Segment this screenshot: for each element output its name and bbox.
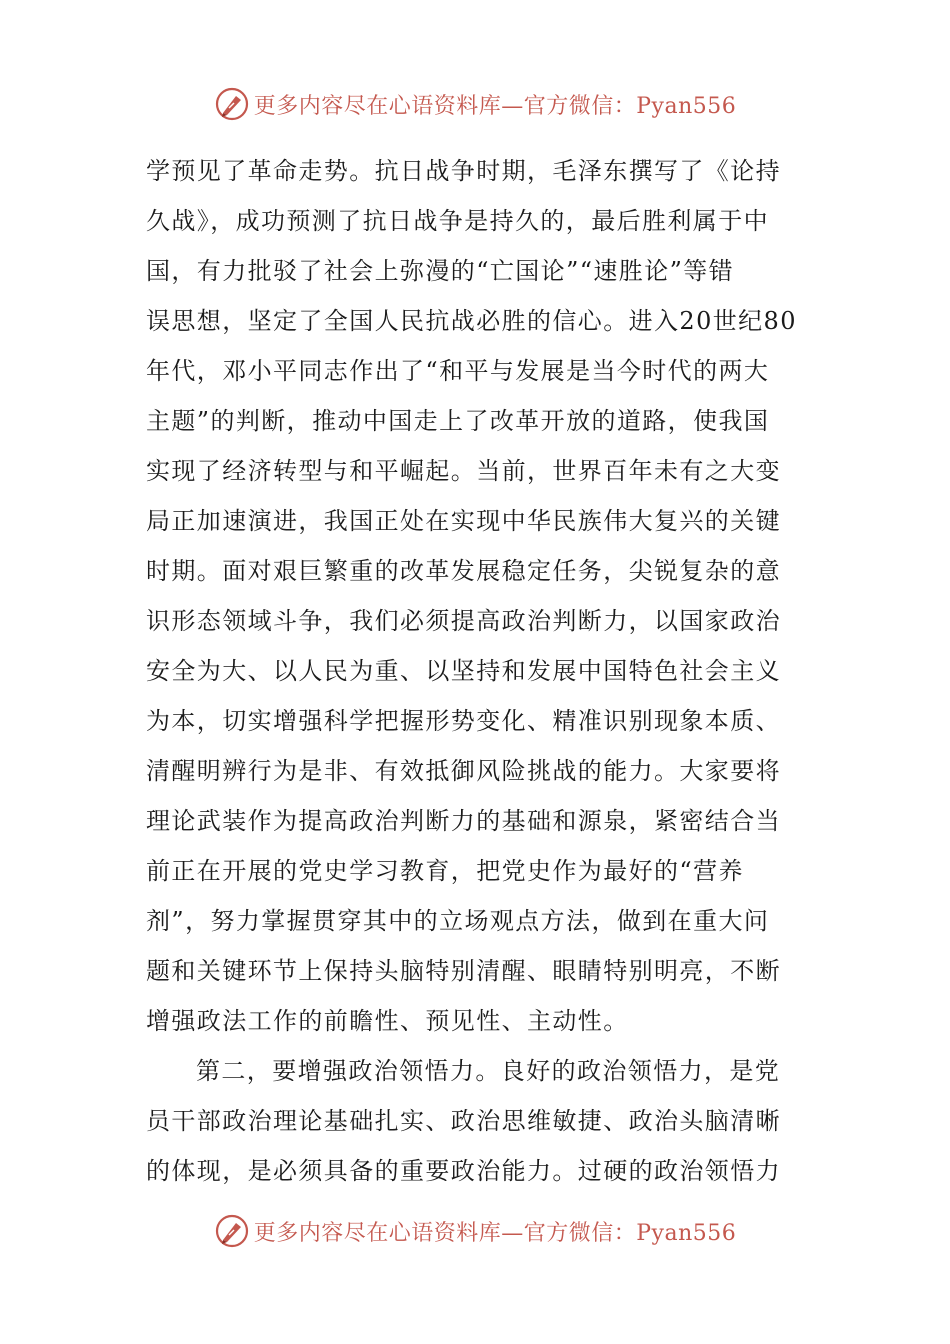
document-body (146, 146, 806, 1196)
body-line: 实现了经济转型与和平崛起。当前，世界百年未有之大变 (146, 457, 781, 485)
header-banner-text: 更多内容尽在心语资料库—官方微信：Pyan556 (253, 93, 737, 119)
body-line: 误思想，坚定了全国人民抗战必胜的信心。进入20世纪80 (146, 307, 797, 335)
header-banner (0, 80, 950, 128)
body-line: 学预见了革命走势。抗日战争时期，毛泽东撰写了《论持 (146, 157, 781, 185)
body-line: 时期。面对艰巨繁重的改革发展稳定任务，尖锐复杂的意 (146, 557, 781, 585)
body-line: 久战》，成功预测了抗日战争是持久的，最后胜利属于中 (146, 207, 769, 235)
body-line: 为本，切实增强科学把握形势变化、精准识别现象本质、 (146, 707, 781, 735)
paragraph-start-line: 第二，要增强政治领悟力。良好的政治领悟力，是党 (196, 1057, 781, 1085)
body-line: 安全为大、以人民为重、以坚持和发展中国特色社会主义 (146, 657, 781, 685)
body-line: 局正加速演进，我国正处在实现中华民族伟大复兴的关键 (146, 507, 781, 535)
body-line: 识形态领域斗争，我们必须提高政治判断力，以国家政治 (146, 607, 781, 635)
body-line: 的体现，是必须具备的重要政治能力。过硬的政治领悟力 (146, 1157, 781, 1185)
body-line: 理论武装作为提高政治判断力的基础和源泉，紧密结合当 (146, 807, 781, 835)
body-line: 国，有力批驳了社会上弥漫的“亡国论”“速胜论”等错 (146, 257, 735, 285)
pen-nib-logo-icon (214, 86, 250, 122)
body-line: 剂”，努力掌握贯穿其中的立场观点方法，做到在重大问 (146, 907, 770, 935)
footer-banner (0, 1207, 950, 1255)
body-line: 前正在开展的党史学习教育，把党史作为最好的“营养 (146, 857, 744, 885)
body-line: 增强政法工作的前瞻性、预见性、主动性。 (146, 1007, 629, 1035)
body-line: 年代，邓小平同志作出了“和平与发展是当今时代的两大 (146, 357, 770, 385)
body-line: 清醒明辨行为是非、有效抵御风险挑战的能力。大家要将 (146, 757, 781, 785)
body-line: 题和关键环节上保持头脑特别清醒、眼睛特别明亮，不断 (146, 957, 781, 985)
body-line: 主题”的判断，推动中国走上了改革开放的道路，使我国 (146, 407, 770, 435)
pen-nib-logo-icon (214, 1213, 250, 1249)
body-line: 员干部政治理论基础扎实、政治思维敏捷、政治头脑清晰 (146, 1107, 781, 1135)
footer-banner-text: 更多内容尽在心语资料库—官方微信：Pyan556 (253, 1220, 737, 1246)
